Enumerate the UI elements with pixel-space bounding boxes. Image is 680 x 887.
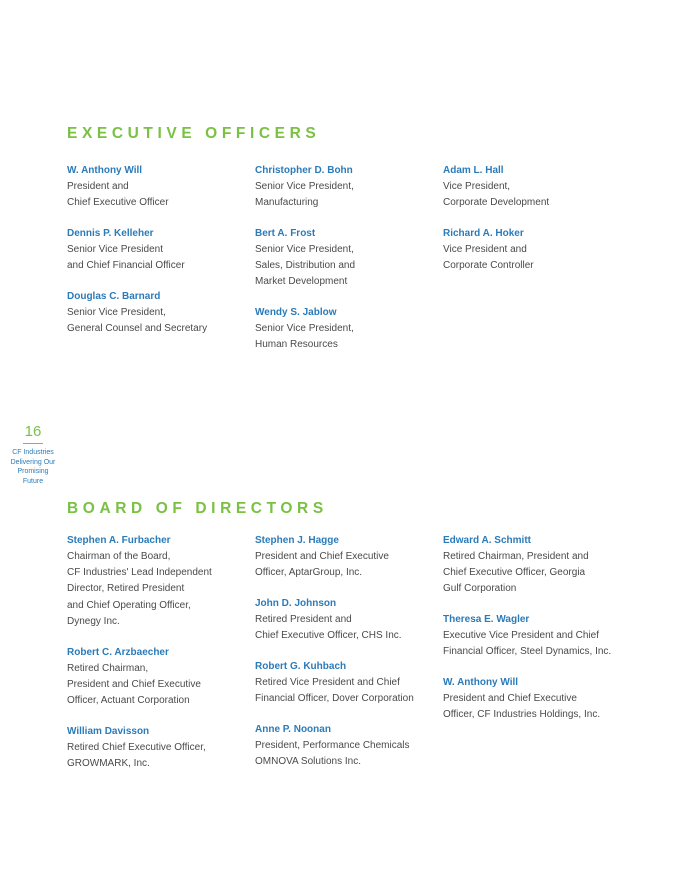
board-member-entry [67, 533, 252, 630]
report-caption-line: Delivering Our [10, 458, 56, 466]
member-name: W. Anthony Will [443, 677, 519, 689]
member-name: Stephen A. Furbacher [67, 535, 171, 546]
member-title-line: Senior Vice President, [67, 306, 166, 318]
member-title-line: President and [67, 181, 129, 192]
member-title-line: Chairman of the Board, [67, 551, 171, 562]
member-title-line: General Counsel and Secretary [67, 323, 208, 335]
member-title-line: Vice President and [443, 243, 527, 255]
member-title-line: CF Industries' Lead Independent [67, 567, 212, 579]
member-title-line: Officer, AptarGroup, Inc. [255, 567, 363, 579]
executive-member-entry [443, 226, 628, 274]
member-name: Douglas C. Barnard [67, 290, 161, 302]
executive-member-entry [255, 226, 440, 291]
member-title-line: Retired Chief Executive Officer, [67, 741, 206, 753]
member-name: Anne P. Noonan [255, 723, 331, 735]
member-title-line: Senior Vice President, [255, 243, 354, 255]
member-title-line: and Chief Financial Officer [67, 260, 185, 272]
report-caption-line: Promising [17, 468, 49, 475]
member-title-line: Retired Chairman, President and [443, 551, 589, 562]
executive-officers-column-3 [443, 163, 628, 289]
board-member-entry [443, 675, 628, 723]
member-title-line: Gulf Corporation [443, 583, 517, 595]
member-name: Theresa E. Wagler [443, 614, 530, 626]
member-title-line: Officer, Actuant Corporation [67, 694, 190, 706]
member-name: Bert A. Frost [255, 227, 316, 239]
member-title-line: Director, Retired President [67, 583, 185, 595]
member-title-line: President, Performance Chemicals [255, 739, 410, 751]
member-name: Stephen J. Hagge [255, 535, 339, 546]
member-title-line: Retired President and [255, 613, 352, 625]
member-title-line: Retired Chairman, [67, 662, 149, 674]
member-title-line: President and Chief Executive [443, 693, 577, 705]
board-member-entry [255, 533, 440, 581]
board-member-entry [255, 722, 440, 770]
member-title-line: Corporate Development [443, 197, 550, 209]
member-title-line: President and Chief Executive [67, 678, 201, 690]
executive-member-entry [255, 305, 440, 353]
member-title-line: and Chief Operating Officer, [67, 599, 191, 611]
member-title-line: Senior Vice President, [255, 323, 354, 335]
board-of-directors-column-3 [443, 533, 628, 738]
executive-member-entry [67, 163, 252, 211]
member-title-line: Senior Vice President [67, 243, 163, 255]
member-name: William Davisson [67, 725, 150, 737]
board-member-entry [67, 724, 252, 772]
board-member-entry [443, 612, 628, 660]
member-title-line: Manufacturing [255, 197, 319, 209]
member-title-line: Human Resources [255, 339, 338, 351]
member-name: Robert C. Arzbaecher [67, 646, 169, 658]
member-title-line: Financial Officer, Steel Dynamics, Inc. [443, 646, 612, 658]
executive-member-entry [443, 163, 628, 211]
page-number-rule [23, 443, 43, 444]
report-caption-line: Future [22, 477, 44, 485]
board-of-directors-heading: BOARD OF DIRECTORS [67, 500, 328, 517]
member-name: Christopher D. Bohn [255, 165, 353, 176]
executive-officers-heading: EXECUTIVE OFFICERS [67, 125, 321, 142]
member-title-line: President and Chief Executive [255, 551, 389, 562]
member-title-line: Retired Vice President and Chief [255, 676, 400, 688]
member-title-line: Sales, Distribution and [255, 260, 356, 272]
board-of-directors-column-2 [255, 533, 440, 785]
member-title-line: Corporate Controller [443, 260, 534, 272]
member-title-line: Executive Vice President and Chief [443, 630, 600, 642]
page-number: 16 [24, 423, 42, 440]
executive-officers-column-1 [67, 163, 252, 352]
executive-member-entry [67, 289, 252, 337]
page-marker [5, 423, 61, 486]
member-title-line: Dynegy Inc. [67, 615, 120, 627]
board-member-entry [443, 533, 628, 598]
member-title-line: GROWMARK, Inc. [67, 757, 150, 769]
member-title-line: Officer, CF Industries Holdings, Inc. [443, 709, 601, 721]
member-title-line: Chief Executive Officer [67, 197, 169, 209]
report-caption-line: CF Industries [12, 449, 54, 456]
member-name: Edward A. Schmitt [443, 535, 531, 546]
member-title-line: Financial Officer, Dover Corporation [255, 693, 414, 705]
member-name: John D. Johnson [255, 597, 337, 609]
member-title-line: OMNOVA Solutions Inc. [255, 755, 361, 767]
member-name: Robert G. Kuhbach [255, 660, 347, 672]
board-of-directors-column-1 [67, 533, 252, 787]
member-title-line: Senior Vice President, [255, 181, 354, 192]
member-title-line: Market Development [255, 276, 348, 288]
member-name: W. Anthony Will [67, 165, 143, 176]
member-title-line: Vice President, [443, 181, 511, 192]
member-name: Dennis P. Kelleher [67, 227, 154, 239]
member-title-line: Chief Executive Officer, CHS Inc. [255, 630, 402, 642]
executive-member-entry [255, 163, 440, 211]
member-title-line: Chief Executive Officer, Georgia [443, 567, 586, 579]
member-name: Adam L. Hall [443, 165, 504, 176]
member-name: Wendy S. Jablow [255, 307, 337, 319]
executive-member-entry [67, 226, 252, 274]
report-caption [5, 448, 61, 486]
member-name: Richard A. Hoker [443, 227, 524, 239]
board-member-entry [255, 659, 440, 707]
board-member-entry [67, 645, 252, 710]
executive-officers-column-2 [255, 163, 440, 368]
board-member-entry [255, 596, 440, 644]
